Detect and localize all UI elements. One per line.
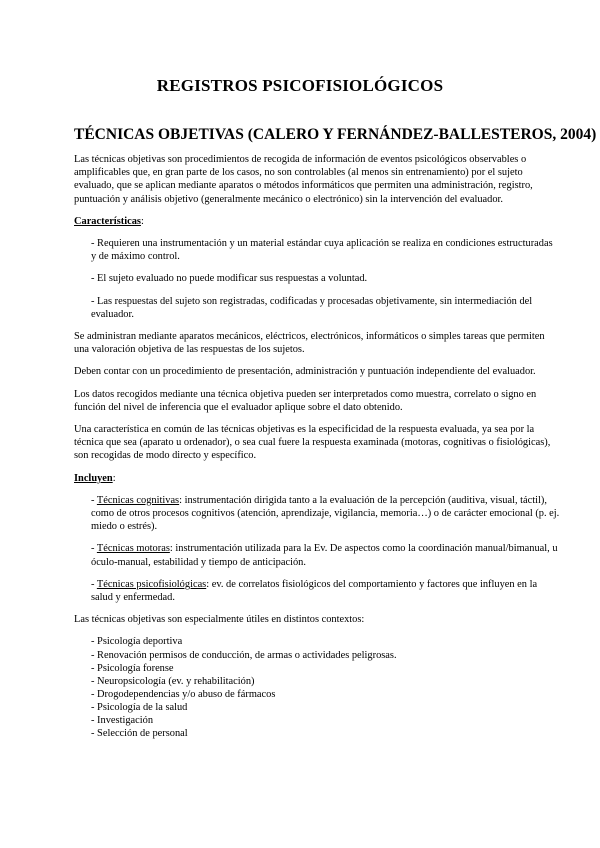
includes-item <box>91 542 560 568</box>
common-paragraph: Una característica en común de las técnicas objetivas es la especificidad de la respuesta evaluada, ya sea por la técnica que sea (aparato u ordenador), o sea cual fuere la respuesta examinada (motoras, cognitivas o fisiológicas), son recogidas de modo directo y específico. <box>74 424 551 462</box>
contexts-list <box>74 635 560 740</box>
characteristic-item: - El sujeto evaluado no puede modificar sus respuestas a voluntad. <box>91 273 368 285</box>
document-body <box>74 153 560 740</box>
includes-term: Técnicas cognitivas <box>96 494 180 506</box>
includes-text: : instrumentación utilizada para la Ev. De aspectos como la coordinación manual/bimanual, u óculo-manual, estabilidad y tiempo de anticipación. <box>91 543 558 568</box>
includes-prefix: - <box>91 543 97 555</box>
includes-text: : ev. de correlatos fisiológicos del comportamiento y factores que influyen en la salud y enfermedad. <box>91 578 538 604</box>
includes-label: Incluyen <box>74 472 113 484</box>
includes-colon: : <box>112 472 116 484</box>
characteristic-item: - Requieren una instrumentación y un material estándar cuya aplicación se realiza en condiciones estructuradas y de máximo control. <box>91 238 553 263</box>
includes-prefix: - <box>91 578 97 590</box>
context-item: - Selección de personal <box>91 728 188 740</box>
includes-term: Técnicas motoras <box>96 543 170 555</box>
contexts-intro: Las técnicas objetivas son especialmente útiles en distintos contextos: <box>74 614 365 626</box>
context-item: - Psicología de la salud <box>91 701 188 713</box>
data-paragraph: Los datos recogidos mediante una técnica objetiva pueden ser interpretados como muestra, correlato o signo en función del nivel de inferencia que el evaluador aplique sobre el dato obtenido. <box>74 388 537 413</box>
characteristics-label: Características <box>74 215 141 227</box>
characteristic-item: - Las respuestas del sujeto son registradas, codificadas y procesadas objetivamente, sin intermediación del evaluador. <box>91 295 533 320</box>
context-item: - Neuropsicología (ev. y rehabilitación) <box>91 675 255 687</box>
includes-text: : instrumentación dirigida tanto a la evaluación de la percepción (auditiva, visual, táctil), como de otros procesos cognitivos (atención, aprendizaje, vigilancia, memoria…) o de carácter emocional (p. ej. miedo o estrés). <box>91 494 560 533</box>
characteristics-heading <box>74 215 560 228</box>
includes-item <box>91 578 560 604</box>
context-item: - Investigación <box>91 715 154 727</box>
procedure-paragraph: Deben contar con un procedimiento de presentación, administración y puntuación independiente del evaluador. <box>74 366 536 378</box>
includes-term: Técnicas psicofisiológicas <box>96 578 207 590</box>
includes-heading <box>74 472 560 485</box>
context-item: - Psicología deportiva <box>91 636 183 648</box>
context-item: - Renovación permisos de conducción, de armas o actividades peligrosas. <box>91 649 397 661</box>
intro-paragraph: Las técnicas objetivas son procedimientos de recogida de información de eventos psicológicos observables o amplificables que, en gran parte de los casos, no son controlables (al menos sin entrenamiento) por el sujeto evaluado, que se aplican mediante aparatos o métodos informáticos que permiten una administración, registro, puntuación y análisis objetivo (generalmente mecánico o electrónico) sin la intervención del evaluador. <box>74 154 533 205</box>
section-heading: TÉCNICAS OBJETIVAS (CALERO Y FERNÁNDEZ-BALLESTEROS, 2004) <box>74 126 597 143</box>
document-title: REGISTROS PSICOFISIOLÓGICOS <box>156 76 444 95</box>
characteristics-colon: : <box>140 215 144 227</box>
context-item: - Psicología forense <box>91 662 174 674</box>
context-item: - Drogodependencias y/o abuso de fármacos <box>91 688 276 700</box>
includes-prefix: - <box>91 494 97 506</box>
admin-paragraph: Se administran mediante aparatos mecánicos, eléctricos, electrónicos, informáticos o simples tareas que permiten una valoración objetiva de las respuestas de los sujetos. <box>74 331 545 356</box>
includes-item <box>91 494 560 534</box>
